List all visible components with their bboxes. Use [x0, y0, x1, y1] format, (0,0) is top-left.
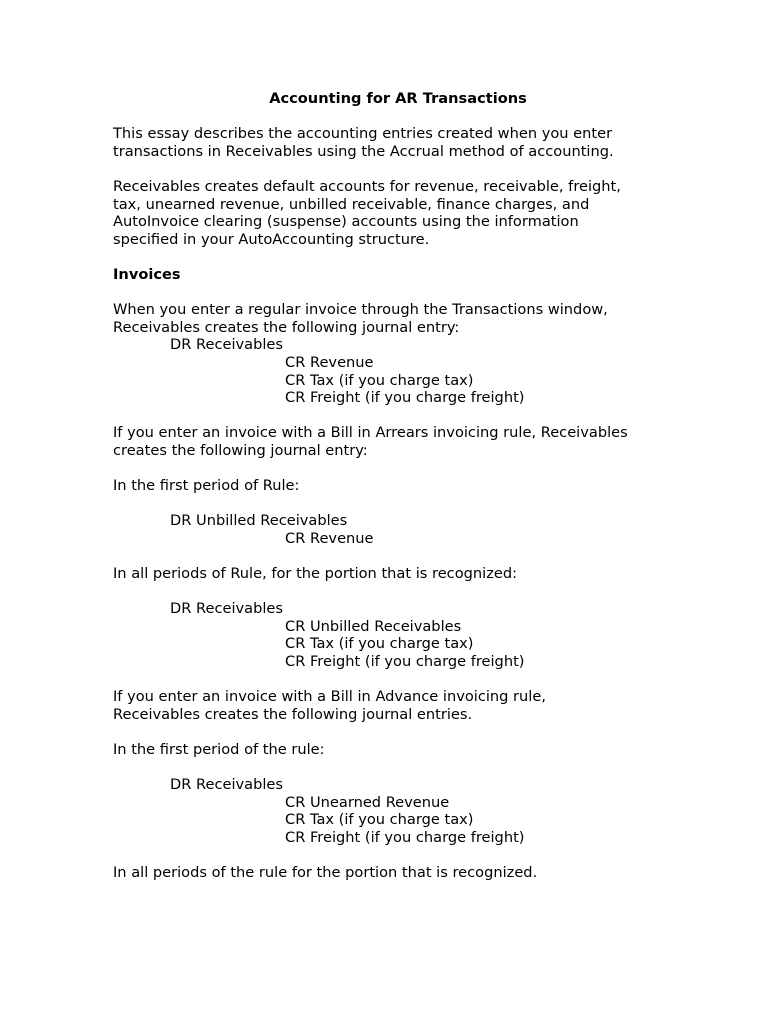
text-line: AutoInvoice clearing (suspense) accounts using the information: [113, 213, 579, 231]
credit-line: CR Unbilled Receivables: [285, 617, 462, 635]
text-line: This essay describes the accounting entries created when you enter: [113, 125, 613, 143]
text-line: transactions in Receivables using the Accrual method of accounting.: [113, 142, 614, 160]
regular-invoice-paragraph: [113, 301, 673, 336]
debit-line: DR Unbilled Receivables: [170, 512, 348, 530]
text-line: Receivables creates the following journal entry:: [113, 318, 460, 336]
credit-line: CR Freight (if you charge freight): [285, 828, 525, 846]
text-line: In the first period of the rule:: [113, 740, 325, 758]
text-line: creates the following journal entry:: [113, 441, 368, 459]
credit-line: CR Tax (if you charge tax): [285, 371, 474, 389]
text-line: specified in your AutoAccounting structure.: [113, 230, 430, 248]
defaults-paragraph: [113, 178, 673, 248]
document-page: [113, 90, 673, 899]
arrears-first-journal-entry: [113, 512, 673, 547]
text-line: If you enter an invoice with a Bill in Arrears invoicing rule, Receivables: [113, 424, 628, 442]
advance-first-journal-entry: [113, 776, 673, 846]
intro-paragraph: [113, 125, 673, 160]
credit-line: CR Tax (if you charge tax): [285, 635, 474, 653]
debit-line: DR Receivables: [170, 776, 284, 794]
debit-line: DR Receivables: [170, 600, 284, 618]
text-line: In the first period of Rule:: [113, 477, 300, 495]
arrears-all-journal-entry: [113, 600, 673, 670]
credit-line: CR Unearned Revenue: [285, 793, 450, 811]
advance-all-periods-label: [113, 864, 673, 882]
text-line: If you enter an invoice with a Bill in Advance invoicing rule,: [113, 688, 546, 706]
arrears-all-periods-label: [113, 565, 673, 583]
arrears-first-period-label: [113, 477, 673, 495]
credit-line: CR Freight (if you charge freight): [285, 389, 525, 407]
text-line: Receivables creates the following journal entries.: [113, 705, 473, 723]
text-line: In all periods of Rule, for the portion that is recognized:: [113, 565, 518, 583]
invoices-heading: Invoices: [113, 265, 181, 283]
text-line: Receivables creates default accounts for revenue, receivable, freight,: [113, 177, 621, 195]
credit-line: CR Freight (if you charge freight): [285, 653, 525, 670]
advance-paragraph: [113, 688, 673, 723]
regular-journal-entry: [113, 336, 673, 406]
credit-line: CR Tax (if you charge tax): [285, 811, 474, 829]
advance-first-period-label: [113, 741, 673, 759]
credit-line: CR Revenue: [285, 353, 374, 371]
debit-line: DR Receivables: [170, 336, 284, 354]
document-title: Accounting for AR Transactions: [269, 90, 527, 107]
credit-line: CR Revenue: [285, 529, 374, 547]
text-line: When you enter a regular invoice through the Transactions window,: [113, 301, 608, 319]
text-line: In all periods of the rule for the portion that is recognized.: [113, 864, 538, 882]
arrears-paragraph: [113, 424, 673, 459]
text-line: tax, unearned revenue, unbilled receivable, finance charges, and: [113, 195, 590, 213]
